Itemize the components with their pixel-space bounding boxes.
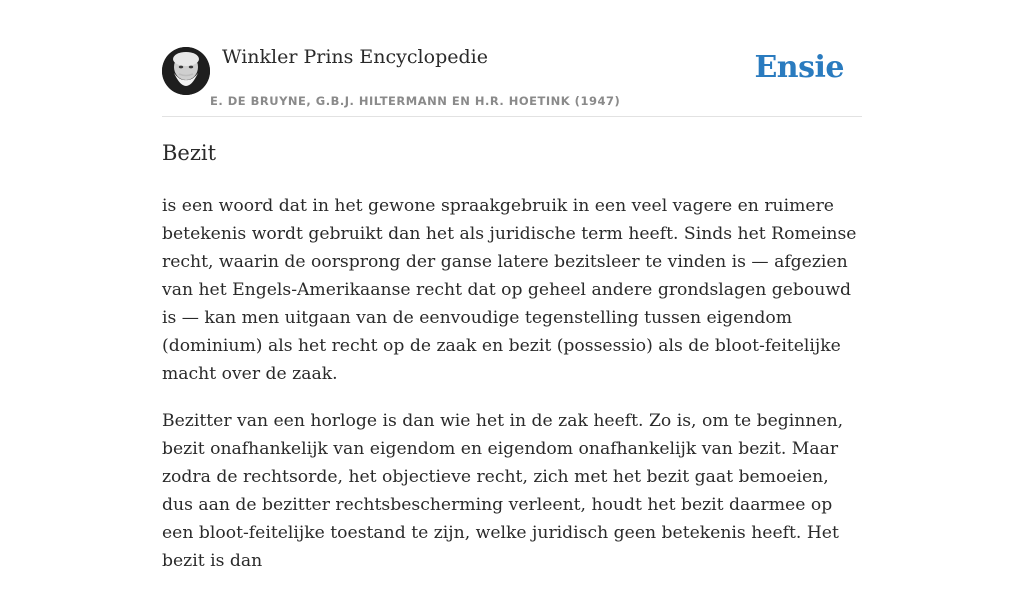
article-title: Bezit [162,141,217,165]
source-authors: E. DE BRUYNE, G.B.J. HILTERMANN EN H.R. HOETINK (1947) [210,94,621,108]
author-portrait-icon [162,47,210,95]
article-body [162,192,862,594]
article-page [162,0,862,571]
source-header [162,0,862,117]
author-avatar[interactable] [162,47,210,95]
article-paragraph: Bezitter van een horloge is dan wie het in de zak heeft. Zo is, om te beginnen, bezit onafhankelijk van eigendom en eigendom onafhankelijk van bezit. Maar zodra de rechtsorde, het objectieve recht, zich met het bezit gaat bemoeien, dus aan de bezitter rechtsbescherming verleent, houdt het bezit daarmee op een bloot-feitelijke toestand te zijn, welke juridisch geen betekenis heeft. Het bezit is dan [162,411,844,571]
source-title[interactable]: Winkler Prins Encyclopedie [222,46,488,68]
article-paragraph: is een woord dat in het gewone spraakgebruik in een veel vagere en ruimere betekenis wordt gebruikt dan het als juridische term heeft. Sinds het Romeinse recht, waarin de oorsprong der ganse latere bezitsleer te vinden is — afgezien van het Engels-Amerikaanse recht dat op geheel andere grondslagen gebouwd is — kan men uitgaan van de eenvoudige tegenstelling tussen eigendom (dominium) als het recht op de zaak en bezit (possessio) als de bloot-feitelijke macht over de zaak. [162,196,857,384]
ensie-logo[interactable]: Ensie [754,50,844,85]
